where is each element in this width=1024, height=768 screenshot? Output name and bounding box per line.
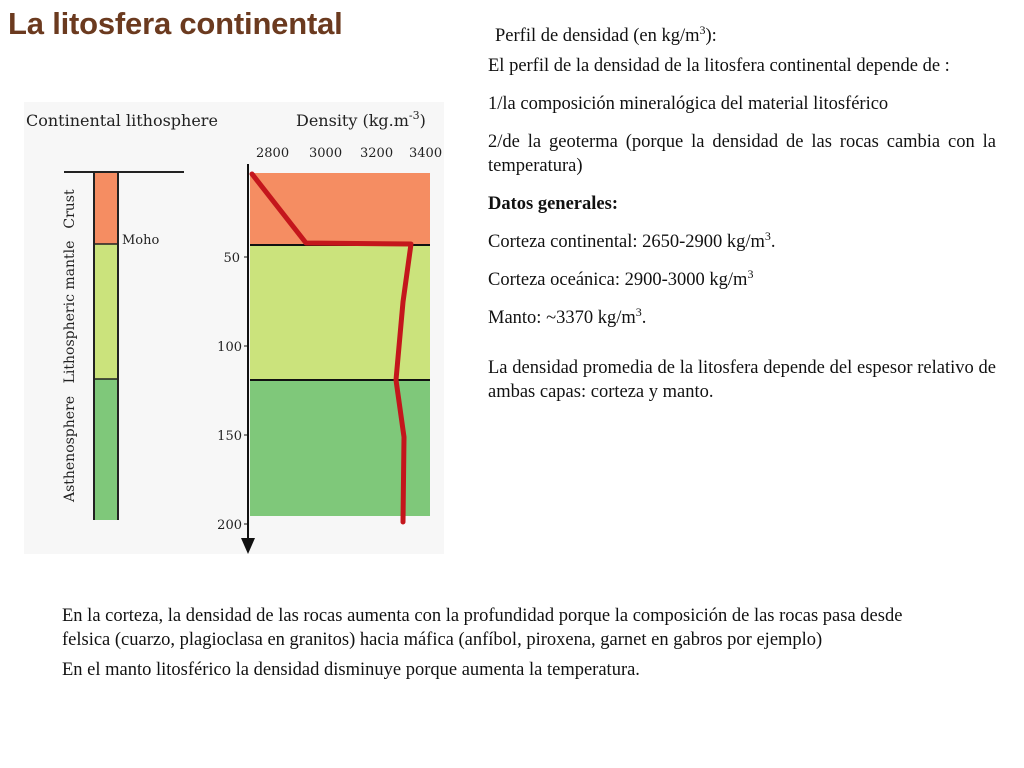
paragraph-mantle-temperature: En el manto litosférico la densidad disminuye porque aumenta la temperatura. — [62, 660, 640, 680]
moho-label: Moho — [122, 233, 160, 248]
oceanic-crust-density: Corteza oceánica: 2900-3000 $kg/m^3$ — [488, 266, 754, 290]
density-heading: Density $(kg.m^{-3})$ — [296, 109, 426, 130]
depth-label-150: 150 — [217, 429, 242, 444]
paragraph-composition: 1/la composición mineralógica del material litosférico — [488, 94, 889, 114]
density-tick-2800: 2800 — [256, 146, 290, 161]
density-tick-3400: 3400 — [409, 146, 443, 161]
asthenosphere-column — [94, 379, 118, 520]
paragraph-depends: El perfil de la densidad de la litosfera continental depende de : — [488, 56, 950, 76]
depth-label-100: 100 — [217, 340, 242, 355]
paragraph-geotherm: 2/de la geoterma (porque la densidad de las rocas cambia con la temperatura) — [488, 132, 996, 176]
continental-lithosphere-heading: Continental lithosphere — [26, 111, 218, 130]
mantle-density: Manto: ~3370 $kg/m^3$. — [488, 304, 647, 328]
density-profile-heading: Perfil de densidad (en $kg/m^3$): — [495, 22, 717, 46]
paragraph-crust-composition: En la corteza, la densidad de las rocas aumenta con la profundidad porque la composición de las rocas pasa desde felsica (cuarzo, plagioclasa en granitos) hacia máfica (anfíbol, piroxena, garnet en gabros por ejemplo) — [62, 606, 903, 650]
continental-crust-density: Corteza continental: 2650-2900 $kg/m^3$. — [488, 228, 776, 252]
general-data-heading: Datos generales: — [488, 194, 618, 214]
crust-label: Crust — [62, 189, 78, 229]
crust-column — [94, 173, 118, 244]
density-tick-3200: 3200 — [360, 146, 394, 161]
depth-label-200: 200 — [217, 518, 242, 533]
density-profile-text — [488, 24, 996, 418]
depth-label-50: 50 — [223, 251, 240, 266]
diagram-svg — [24, 102, 444, 554]
lithosphere-density-diagram — [24, 102, 444, 554]
asthenosphere-label: Asthenosphere — [62, 395, 78, 503]
lithospheric-mantle-column — [94, 244, 118, 379]
bottom-text — [62, 604, 952, 688]
paragraph-average-density: La densidad promedia de la litosfera depende del espesor relativo de ambas capas: corteza y manto. — [488, 358, 996, 402]
density-tick-3000: 3000 — [309, 146, 343, 161]
page-title: La litosfera continental — [8, 6, 343, 41]
lithospheric-mantle-label: Lithospheric mantle — [62, 240, 78, 384]
